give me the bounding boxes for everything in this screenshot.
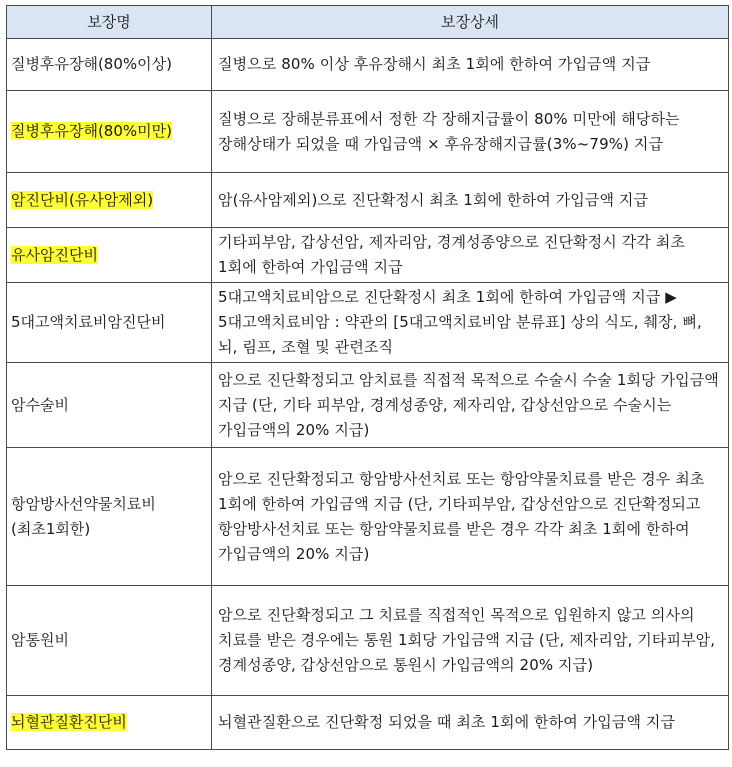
coverage-name-highlighted: 질병후유장해(80%미만) [11,122,172,140]
coverage-name-cell [7,586,212,696]
coverage-name: 항암방사선약물치료비(최초1회한) [11,494,156,538]
coverage-detail: 뇌혈관질환으로 진단확정 되었을 때 최초 1회에 한하여 가입금액 지급 [212,696,729,750]
coverage-name-cell [7,91,212,173]
table-row [7,173,729,228]
coverage-name-cell [7,448,212,586]
coverage-name-highlighted: 암진단비(유사암제외) [11,190,154,209]
table-row [7,696,729,750]
coverage-detail: 암으로 진단확정되고 그 치료를 직접적인 목적으로 입원하지 않고 의사의 치료를 받은 경우에는 통원 1회당 가입금액 지급 (단, 제자리암, 기타피부암, 경계성종양, 갑상선암으로 통원시 가입금액의 20% 지급) [212,586,729,696]
coverage-name-highlighted: 유사암진단비 [11,245,98,264]
coverage-detail: 질병으로 장해분류표에서 정한 각 장해지급률이 80% 미만에 해당하는 장해상태가 되었을 때 가입금액 × 후유장해지급률(3%~79%) 지급 [212,91,729,173]
coverage-name: 암통원비 [11,631,69,649]
coverage-detail: 질병으로 80% 이상 후유장해시 최초 1회에 한하여 가입금액 지급 [212,39,729,91]
coverage-name-cell [7,173,212,228]
table-row [7,586,729,696]
coverage-detail: 암으로 진단확정되고 암치료를 직접적 목적으로 수술시 수술 1회당 가입금액 지급 (단, 기타 피부암, 경계성종양, 제자리암, 갑상선암으로 수술시는 가입금액의 20% 지급) [212,363,729,448]
coverage-name-cell [7,696,212,750]
coverage-detail: 암으로 진단확정되고 항암방사선치료 또는 항암약물치료를 받은 경우 최초 1회에 한하여 가입금액 지급 (단, 기타피부암, 갑상선암으로 진단확정되고 항암방사선치료 또는 항암약물치료를 받은 경우 각각 최초 1회에 한하여 가입금액의 20% 지급) [212,448,729,586]
coverage-name-cell [7,39,212,91]
column-header-detail: 보장상세 [212,6,729,39]
coverage-name-highlighted: 뇌혈관질환진단비 [11,713,127,731]
table-row [7,91,729,173]
table-row [7,363,729,448]
coverage-detail: 기타피부암, 갑상선암, 제자리암, 경계성종양으로 진단확정시 각각 최초 1회에 한하여 가입금액 지급 [212,228,729,283]
coverage-name: 질병후유장해(80%이상) [11,55,172,73]
coverage-name: 암수술비 [11,395,69,414]
coverage-name-cell [7,228,212,283]
column-header-name: 보장명 [7,6,212,39]
coverage-detail: 5대고액치료비암으로 진단확정시 최초 1회에 한하여 가입금액 지급 ▶ 5대고액치료비암 : 약관의 [5대고액치료비암 분류표] 상의 식도, 췌장, 뼈, 뇌, 림프, 조혈 및 관련조직 [212,283,729,363]
coverage-name: 5대고액치료비암진단비 [11,313,166,331]
table-header-row [7,6,729,39]
coverage-name-cell [7,283,212,363]
table-row [7,228,729,283]
coverage-name-cell [7,363,212,448]
table-row [7,448,729,586]
coverage-table [6,5,729,750]
table-row [7,283,729,363]
table-row [7,39,729,91]
coverage-detail: 암(유사암제외)으로 진단확정시 최초 1회에 한하여 가입금액 지급 [212,173,729,228]
